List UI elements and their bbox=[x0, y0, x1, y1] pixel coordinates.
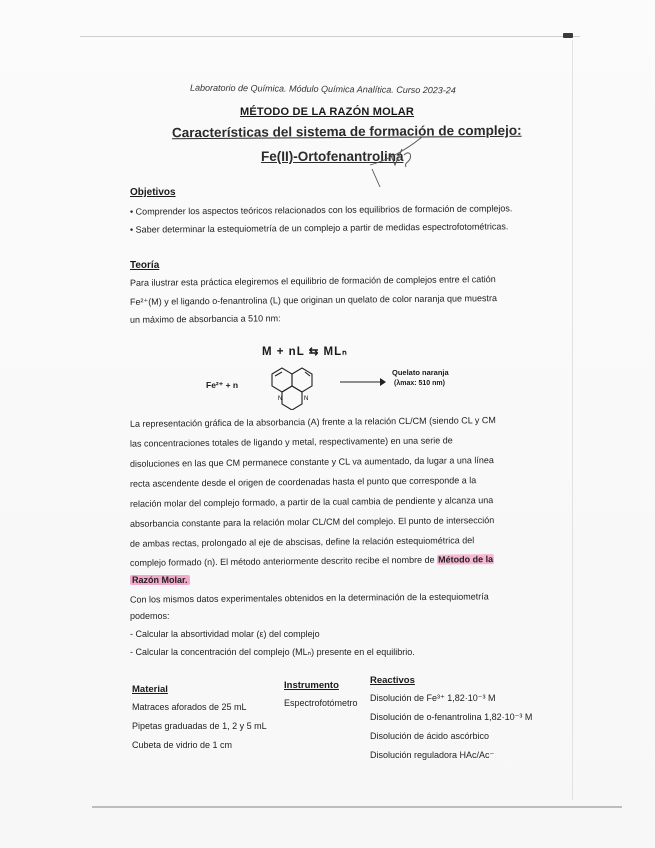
theory-extra-line: - Calcular la absortividad molar (ε) del complejo bbox=[130, 629, 320, 639]
theory-body-line: relación molar del complejo formado, a partir de la cual cambia de pendiente y alcanza una bbox=[129, 495, 494, 509]
theory-extra-line: podemos: bbox=[130, 611, 170, 621]
theory-extra-line: - Calcular la concentración del complejo (MLₙ) presente en el equilibrio. bbox=[130, 647, 415, 657]
material-item: Pipetas graduadas de 1, 2 y 5 mL bbox=[132, 721, 267, 731]
reaction-scheme bbox=[190, 358, 480, 418]
page-edge-bottom bbox=[92, 806, 622, 808]
objectives-heading: Objetivos bbox=[130, 187, 176, 198]
material-heading: Material bbox=[132, 684, 168, 695]
material-item: Cubeta de vidrio de 1 cm bbox=[132, 740, 233, 750]
theory-heading: Teoría bbox=[130, 260, 160, 271]
theory-body-line: absorbancia constante para la relación molar CL/CM del complejo. El punto de intersección bbox=[129, 515, 495, 529]
page-edge-top bbox=[80, 36, 580, 37]
material-item: Matraces aforados de 25 mL bbox=[132, 702, 247, 712]
title-line-1: Características del sistema de formación de complejo: bbox=[171, 122, 522, 141]
reagent-item: Disolución reguladora HAc/Ac⁻ bbox=[370, 750, 495, 760]
page-edge-right bbox=[572, 40, 573, 800]
theory-body-line: La representación gráfica de la absorbancia (A) frente a la relación CL/CM (siendo CL y CM bbox=[129, 415, 496, 429]
corner-mark bbox=[563, 33, 573, 38]
theory-body-line: las concentraciones totales de ligando y metal, respectivamente) en una serie de bbox=[129, 435, 453, 449]
reagent-item: Disolución de ácido ascórbico bbox=[370, 731, 490, 741]
instrument-item: Espectrofotómetro bbox=[284, 698, 358, 708]
theory-intro-line: un máximo de absorbancia a 510 nm: bbox=[129, 313, 281, 325]
theory-body-last-line bbox=[130, 554, 494, 568]
phenanthroline-structure-icon bbox=[260, 360, 330, 410]
svg-text:N: N bbox=[304, 396, 309, 402]
theory-body-text: complejo formado (n). El método anteriormente descrito recibe el nombre de bbox=[129, 554, 438, 568]
title-line-2: Fe(II)-Ortofenantrolina bbox=[261, 149, 404, 164]
method-name-highlight: Método de la bbox=[438, 554, 494, 565]
reactant-label: Fe²⁺ + n bbox=[206, 380, 239, 390]
objective-item: • Saber determinar la estequiometría de un complejo a partir de medidas espectrofotométricas. bbox=[129, 221, 509, 235]
theory-body-line: disoluciones en las que CM permanece constante y CL va aumentado, da lugar a una línea bbox=[129, 455, 494, 469]
reagent-item: Disolución de o-fenantrolina 1,82·10⁻³ M bbox=[370, 712, 533, 722]
theory-body-line: recta ascendente desde el origen de coordenadas hasta el punto que corresponde a la bbox=[129, 475, 477, 489]
method-title: MÉTODO DE LA RAZÓN MOLAR bbox=[240, 106, 415, 118]
theory-highlight-line bbox=[130, 575, 190, 585]
reagents-heading: Reactivos bbox=[370, 675, 415, 686]
theory-intro-line: Para ilustrar esta práctica elegiremos el equilibrio de formación de complejos entre el catión bbox=[129, 274, 496, 288]
reagent-item: Disolución de Fe³⁺ 1,82·10⁻³ M bbox=[370, 693, 496, 703]
svg-text:N: N bbox=[278, 396, 283, 402]
theory-intro-line: Fe²⁺(M) y el ligando o-fenantrolina (L) que originan un quelato de color naranja que muestra bbox=[129, 293, 498, 307]
method-name-highlight-2: Razón Molar. bbox=[132, 575, 188, 585]
course-header: Laboratorio de Química. Módulo Química Analítica. Curso 2023-24 bbox=[189, 82, 456, 96]
product-label: Quelato naranja bbox=[392, 368, 449, 377]
handwritten-mark bbox=[360, 133, 430, 193]
product-wavelength: (λmax: 510 nm) bbox=[394, 380, 445, 387]
theory-extra-line: Con los mismos datos experimentales obtenidos en la determinación de la estequiometría bbox=[129, 591, 489, 605]
instrument-heading: Instrumento bbox=[284, 680, 339, 691]
theory-body-line: de ambas rectas, prolongado al eje de abscisas, define la relación estequiométrica del bbox=[129, 535, 475, 549]
objective-item: • Comprender los aspectos teóricos relacionados con los equilibrios de formación de complejos. bbox=[129, 203, 513, 217]
reaction-arrow-icon bbox=[340, 376, 386, 388]
equilibrium-equation: M + nL ⇆ MLₙ bbox=[262, 346, 348, 358]
